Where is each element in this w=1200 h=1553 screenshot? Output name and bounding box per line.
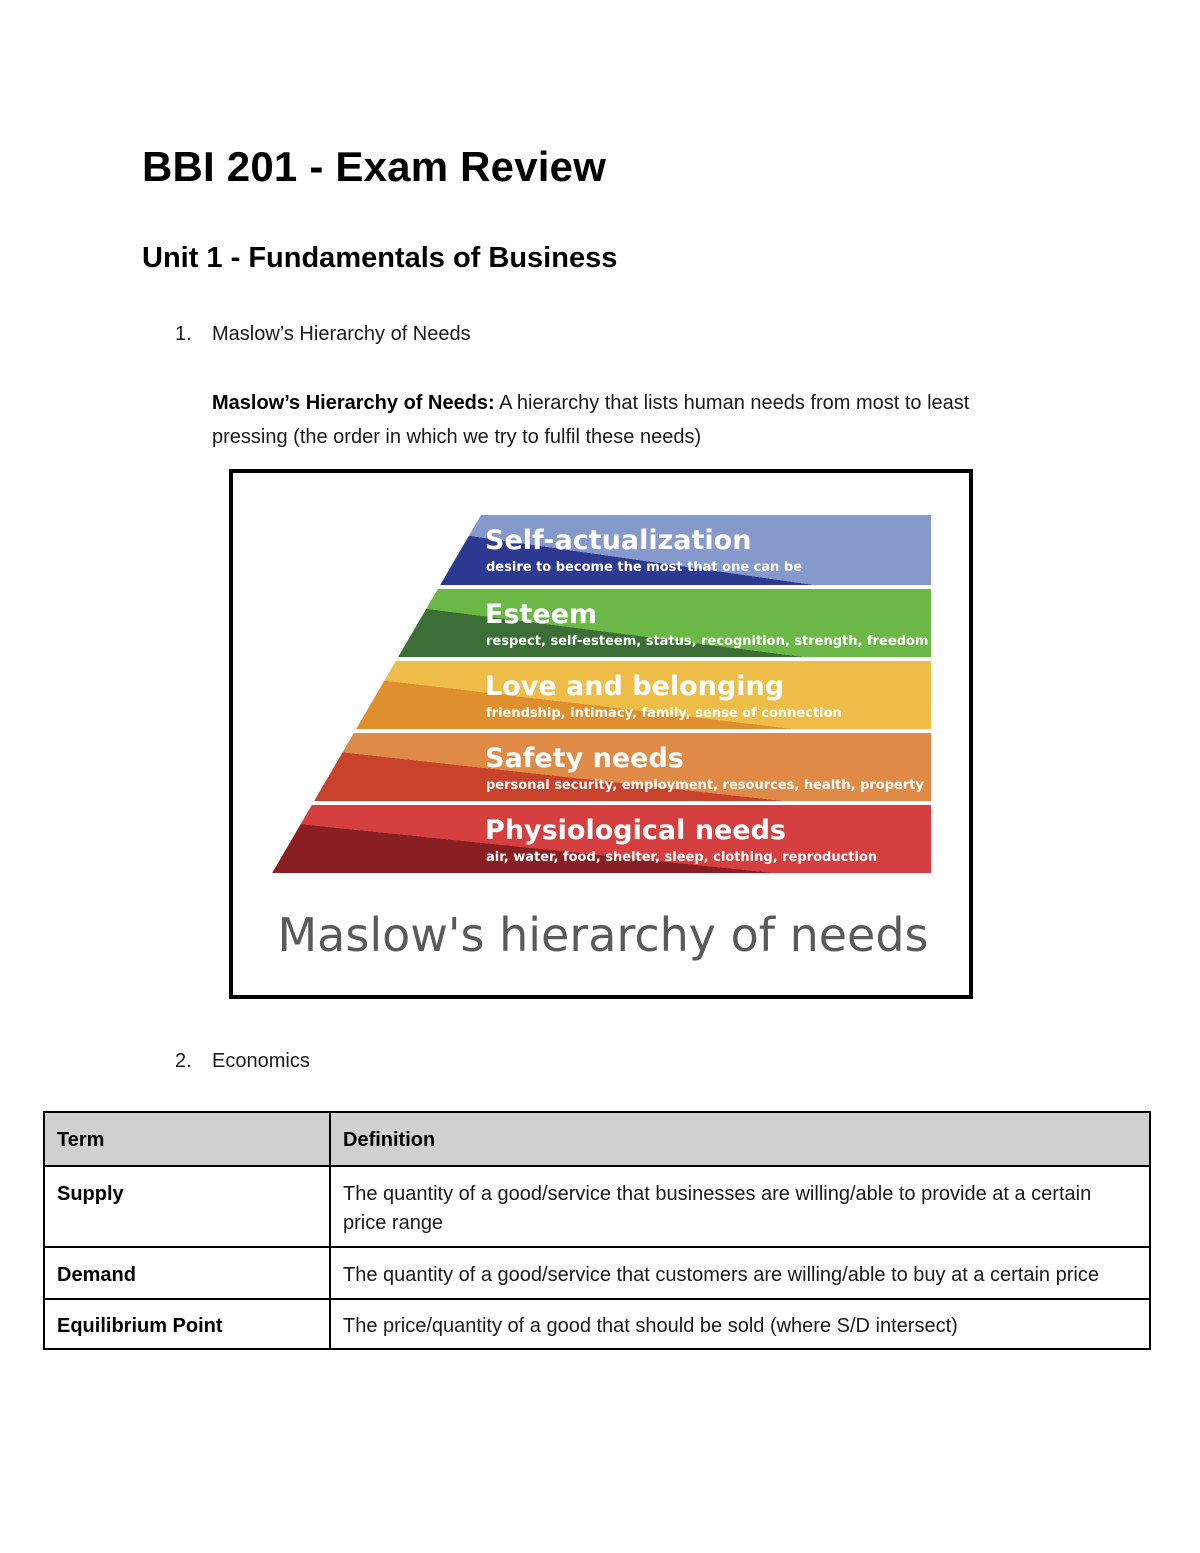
list-item-label: Maslow’s Hierarchy of Needs — [212, 323, 471, 345]
term-cell: Demand — [44, 1247, 330, 1299]
pyramid-level-subtitle: friendship, intimacy, family, sense of connection — [486, 706, 842, 721]
document-title: BBI 201 - Exam Review — [142, 143, 607, 190]
table-row — [44, 1299, 1150, 1349]
header-term: Term — [44, 1112, 330, 1166]
definition-cell: The quantity of a good/service that businesses are willing/able to provide at a certain price range — [330, 1166, 1150, 1247]
pyramid-level-subtitle: personal security, employment, resources, health, property — [486, 778, 924, 793]
pyramid-level-title: Self-actualization — [485, 525, 752, 556]
table-row — [44, 1166, 1150, 1247]
pyramid-level-subtitle: respect, self-esteem, status, recognition, strength, freedom — [486, 634, 929, 649]
term-cell: Equilibrium Point — [44, 1299, 330, 1349]
list-item-maslow — [175, 323, 471, 346]
table-row — [44, 1247, 1150, 1299]
maslow-pyramid-figure — [229, 469, 973, 999]
pyramid-level-subtitle: desire to become the most that one can be — [486, 560, 803, 575]
list-number: 1. — [175, 323, 192, 345]
economics-table — [43, 1111, 1151, 1350]
list-item-economics — [175, 1050, 310, 1073]
header-definition: Definition — [330, 1112, 1150, 1166]
pyramid-level-title: Physiological needs — [485, 815, 786, 846]
table-header-row — [44, 1112, 1150, 1166]
pyramid-level-title: Safety needs — [485, 743, 684, 774]
definition-text: A hierarchy that lists human needs from most to least pressing (the order in which we try to fulfil these needs) — [212, 392, 970, 448]
pyramid-level-title: Esteem — [485, 599, 598, 630]
maslow-pyramid — [233, 473, 969, 995]
definition-term: Maslow’s Hierarchy of Needs: — [212, 392, 495, 414]
pyramid-caption: Maslow's hierarchy of needs — [277, 908, 929, 962]
definition-cell: The price/quantity of a good that should be sold (where S/D intersect) — [330, 1299, 1150, 1349]
list-item-label: Economics — [212, 1050, 310, 1072]
pyramid-level-title: Love and belonging — [485, 671, 785, 702]
unit-heading: Unit 1 - Fundamentals of Business — [142, 242, 618, 274]
definition-cell: The quantity of a good/service that customers are willing/able to buy at a certain price — [330, 1247, 1150, 1299]
list-number: 2. — [175, 1050, 192, 1072]
maslow-definition — [212, 386, 1042, 454]
pyramid-level-subtitle: air, water, food, shelter, sleep, clothing, reproduction — [486, 850, 878, 865]
term-cell: Supply — [44, 1166, 330, 1247]
